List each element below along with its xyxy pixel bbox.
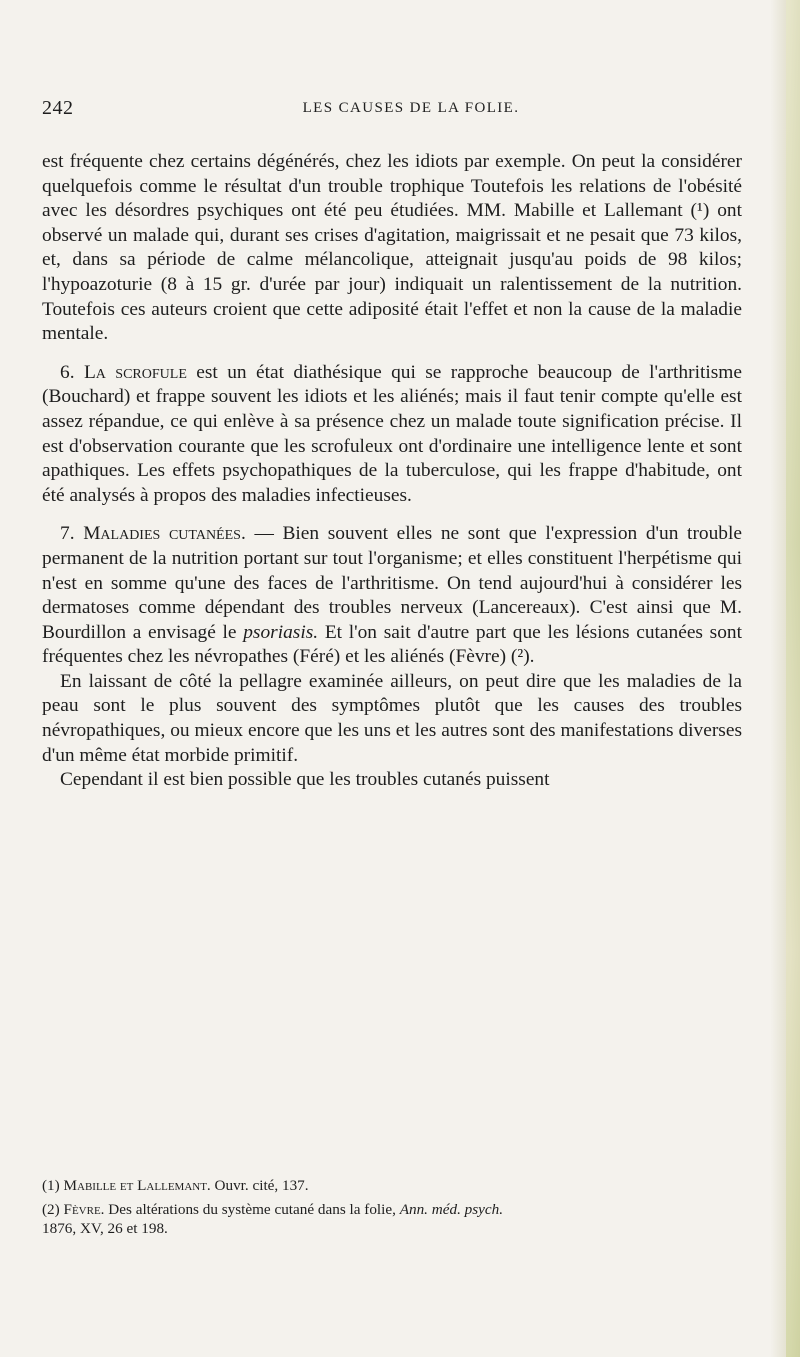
footnote-2-journal: Ann. méd. psych. [399,1200,504,1218]
footnote-1 [42,1176,742,1196]
paragraph-scrofule-text: est un état diathésique qui se rapproche beaucoup de l'arthritisme (Bouchard) et frappe souvent les idiots et les aliénés; mais il faut tenir compte qu'elle est assez répandue, ce qui enlève à sa présence chez un malade toute signification précise. Il est d'observation courante que les scrofuleux ont d'ordinaire une intelligence lente et sont apathiques. Les effets psychopathiques de la tuberculose, qui les frappe d'habitude, ont été analysés à propos des maladies infectieuses. [42,361,742,506]
footnote-2-tail: 1876, XV, 26 et 198. [42,1220,168,1237]
paragraph-maladies-cutanees [42,522,742,670]
paragraph-scrofule [42,361,742,509]
page-number: 242 [42,97,74,119]
section-term-maladies-cutanees: Maladies cutanées. [83,523,246,545]
paragraph-pellagre: En laissant de côté la pellagre examinée ailleurs, on peut dire que les maladies de la peau sont le plus souvent des symptômes plutôt que les causes des troubles névropathiques, ou mieux encore que les uns et les autres sont des manifestations diverses d'un même état morbide primitif. [42,670,742,766]
footnote-2-mark: (2) [42,1200,60,1218]
paragraph-cutanees-text-a: — Bien souvent elles ne sont que l'expression d'un trouble permanent de la nutrition portant sur tout l'organisme; et elles constituent l'herpétisme qui n'est en somme qu'une des faces de l'arthritisme. On tend aujourd'hui à considérer les dermatoses comme dépendant des troubles nerveux (Lancereaux). C'est ainsi que M. Bourdillon a envisagé le [42,523,742,643]
running-header [42,97,740,121]
paragraph-cutanees-text-b: Et l'on sait d'autre part que les lésions cutanées sont fréquentes chez les névropathes (Féré) et les aliénés (Fèvre) (²). [42,621,742,668]
section-number-7: 7. [60,523,75,545]
running-title: LES CAUSES DE LA FOLIE. [302,100,520,116]
psoriasis-term: psoriasis. [243,621,319,643]
footnote-1-mark: (1) [42,1177,60,1194]
footnote-1-text: Ouvr. cité, 137. [214,1177,309,1194]
footnote-2 [42,1200,742,1239]
body-text [42,150,742,793]
section-term-scrofule: La scrofule [83,361,187,383]
paragraph-obesity: est fréquente chez certains dégénérés, chez les idiots par exemple. On peut la considérer quelquefois comme le résultat d'un trouble trophique Toutefois les relations de l'obésité avec les désordres psychiques ont été peu étudiées. MM. Mabille et Lallemant (¹) ont observé un malade qui, durant ses crises d'agitation, maigrissait et ne pesait que 73 kilos, et, dans sa période de calme mélancolique, atteignait jusqu'au poids de 98 kilos; l'hypoazoturie (8 à 15 gr. d'urée par jour) indiquait un ralentissement de la nutrition. Toutefois ces auteurs croient que cette adiposité était l'effet et non la cause de la maladie mentale. [42,151,742,345]
footnote-1-author: Mabille et Lallemant. [63,1177,211,1194]
footnote-2-text: Des altérations du système cutané dans la folie, [108,1200,396,1218]
page-edge-stain [786,0,800,1357]
paragraph-cependant: Cependant il est bien possible que les troubles cutanés puissent [60,769,550,791]
footnotes [42,1176,742,1243]
section-number-6: 6. [60,361,75,383]
footnote-2-author: Fèvre. [63,1200,105,1218]
